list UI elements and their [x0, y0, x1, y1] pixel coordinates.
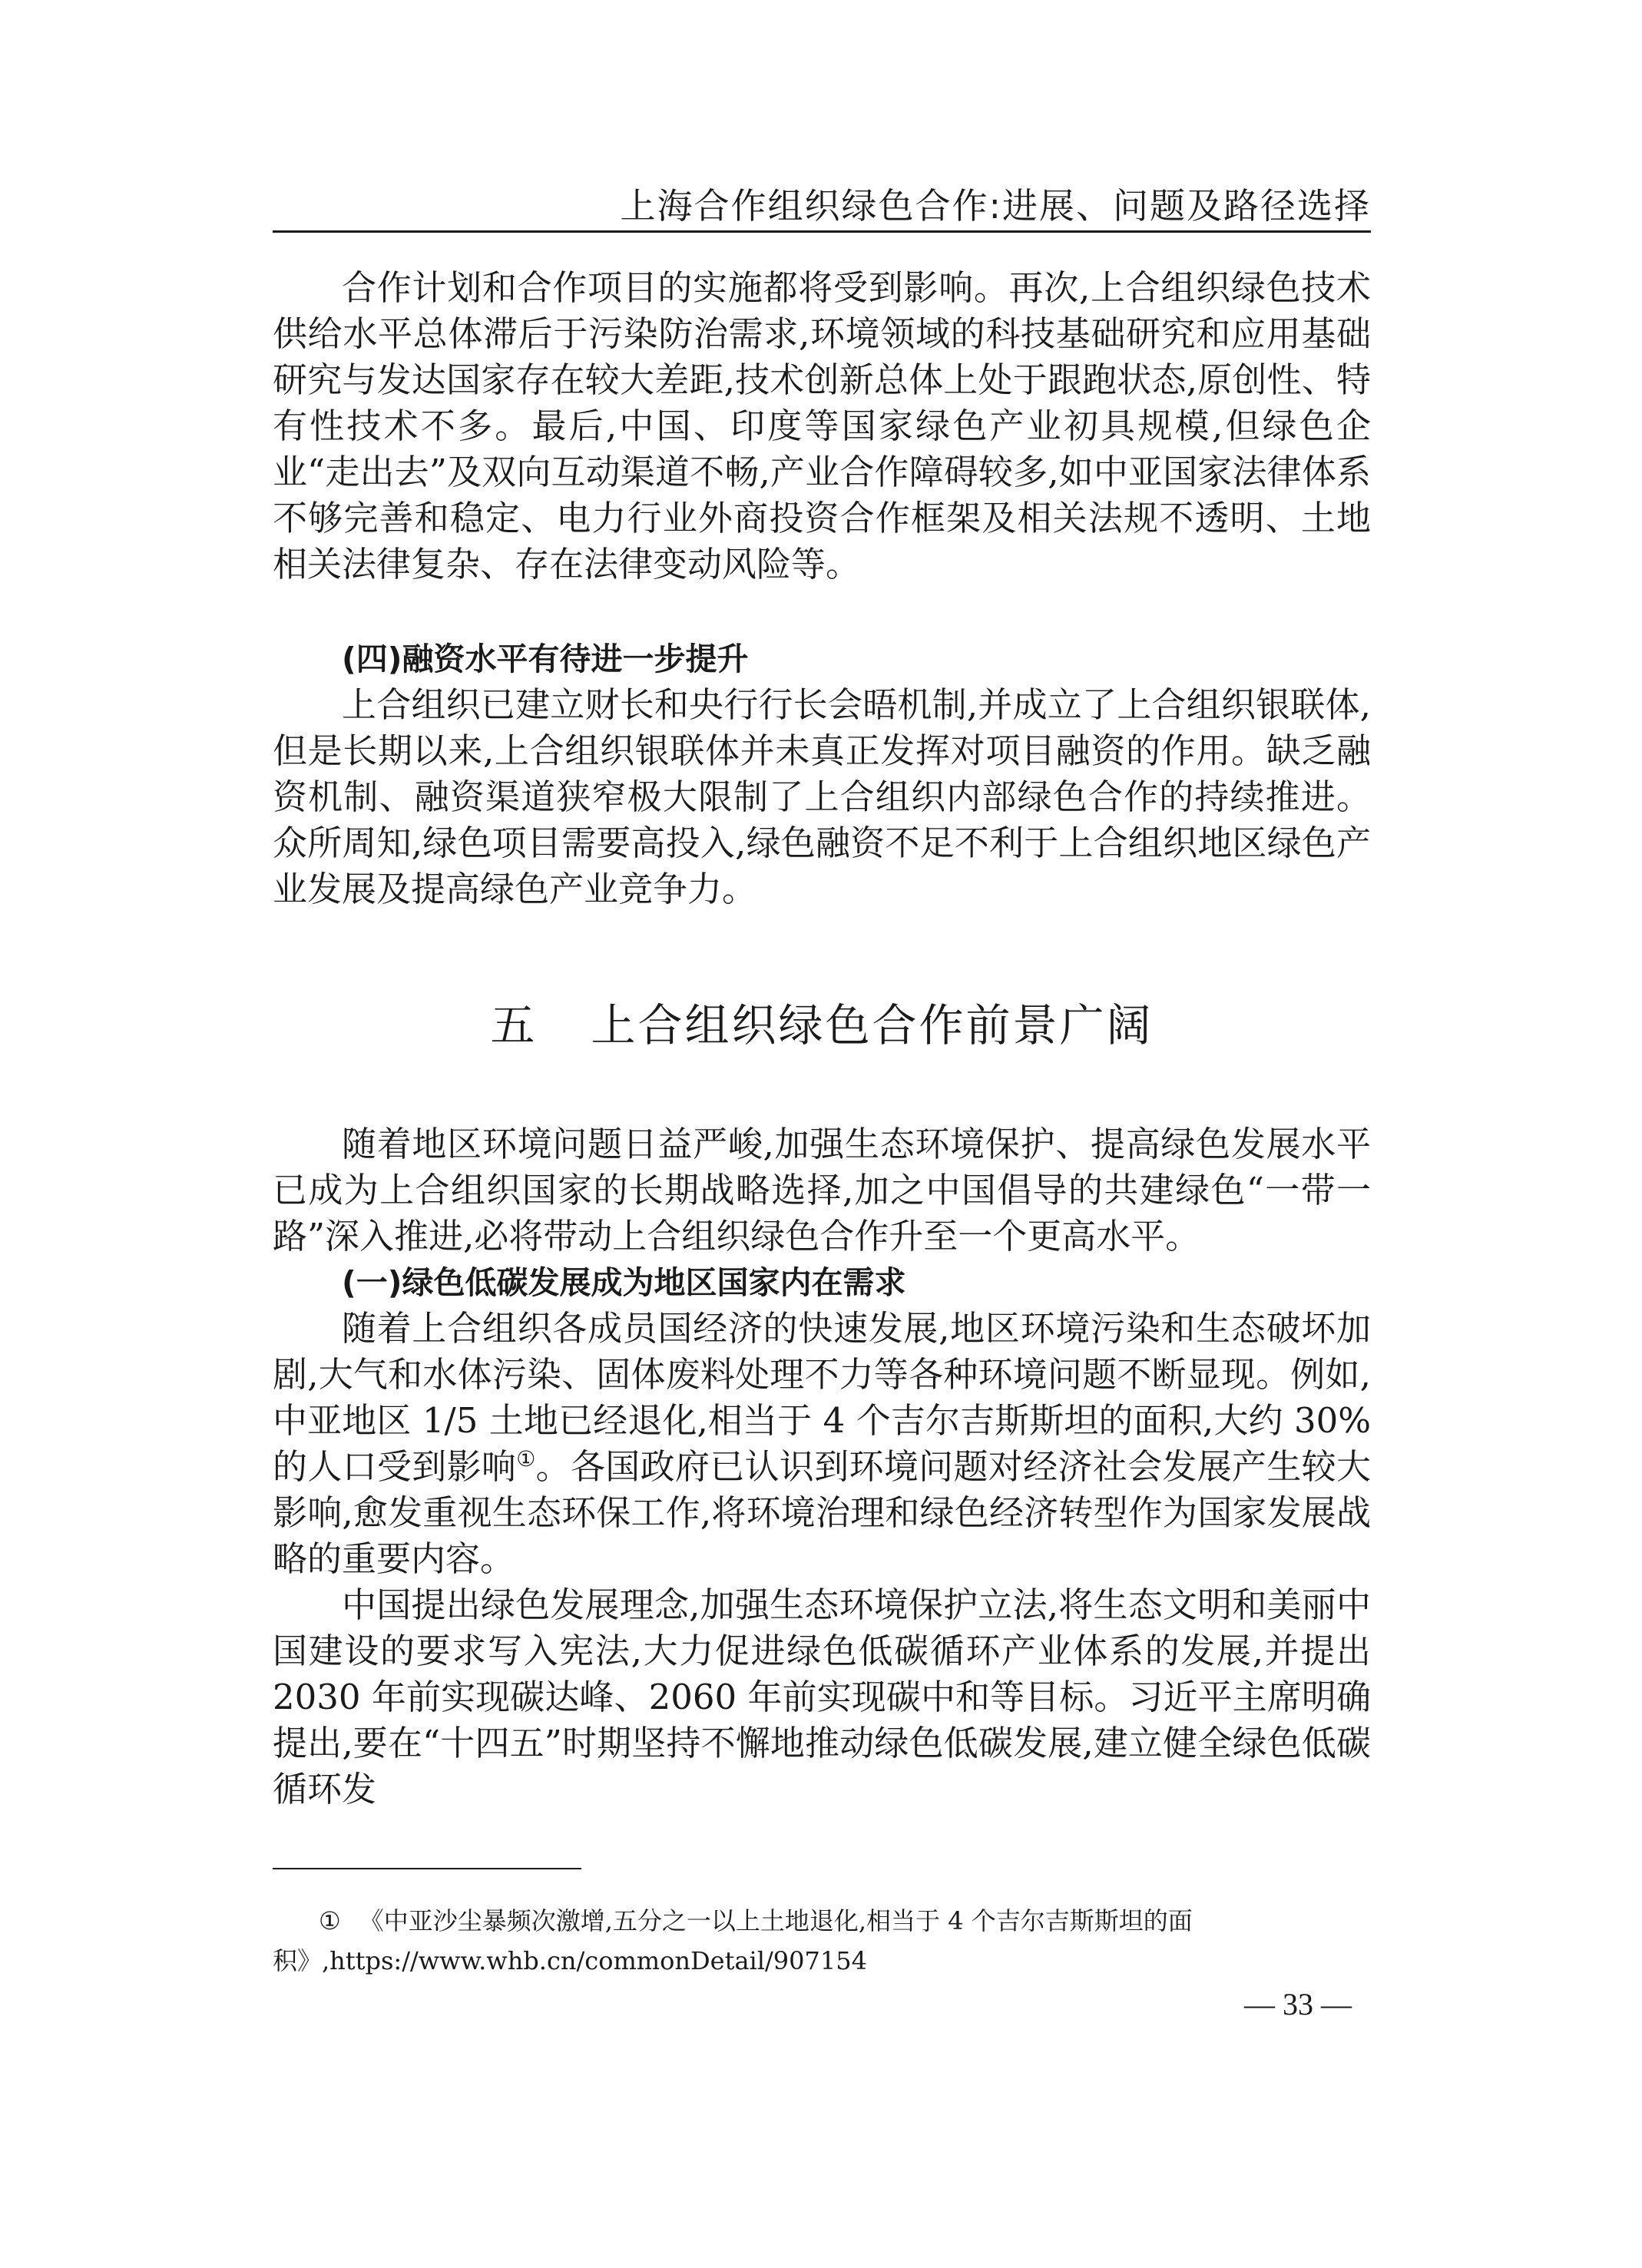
footnote-reference: ① [516, 1446, 536, 1472]
section-5-title [273, 989, 1371, 1054]
header-rule [273, 230, 1371, 233]
top-paragraph: 合作计划和合作项目的实施都将受到影响。再次,上合组织绿色技术供给水平总体滞后于污染防治需求,环境领域的科技基础研究和应用基础研究与发达国家存在较大差距,技术创新总体上处于跟跑状态,原创性、特有性技术不多。最后,中国、印度等国家绿色产业初具规模,但绿色企业“走出去”及双向互动渠道不畅,产业合作障碍较多,如中亚国家法律体系不够完善和稳定、电力行业外商投资合作框架及相关法规不透明、土地相关法律复杂、存在法律变动风险等。 [273, 267, 1371, 584]
section-5-number: 五 [490, 999, 538, 1051]
running-header: 上海合作组织绿色合作:进展、问题及路径选择 [620, 185, 1371, 227]
subsection-4-block [273, 636, 1371, 912]
section-5-title-text: 上合组织绿色合作前景广阔 [591, 999, 1154, 1051]
top-paragraph-block [273, 265, 1371, 588]
footnote [273, 1901, 1371, 1981]
subsection-1-paragraph-1 [273, 1306, 1371, 1582]
subsection-4-heading: (四)融资水平有待进一步提升 [342, 641, 749, 677]
para1-text-b: 。各国政府已认识到环境问题对经济社会发展产生较大影响,愈发重视生态环保工作,将环境治理和绿色经济转型作为国家发展战略的重要内容。 [273, 1446, 1371, 1579]
footnote-rule [273, 1868, 581, 1869]
section-5-body [273, 1121, 1371, 1813]
subsection-1-heading: (一)绿色低碳发展成为地区国家内在需求 [342, 1264, 906, 1301]
subsection-4-paragraph: 上合组织已建立财长和央行行长会晤机制,并成立了上合组织银联体,但是长期以来,上合组织银联体并未真正发挥对项目融资的作用。缺乏融资机制、融资渠道狭窄极大限制了上合组织内部绿色合作的持续推进。众所周知,绿色项目需要高投入,绿色融资不足不利于上合组织地区绿色产业发展及提高绿色产业竞争力。 [273, 684, 1371, 909]
para1-text-a: 随着上合组织各成员国经济的快速发展,地区环境污染和生态破坏加剧,大气和水体污染、固体废料处理不力等各种环境问题不断显现。例如,中亚地区 1/5 土地已经退化,相当于 4 个吉尔吉斯斯坦的面积,大约 30% 的人口受到影响 [273, 1308, 1371, 1487]
page-number: — 33 — [1244, 1987, 1352, 2021]
footnote-text: 《中亚沙尘暴频次激增,五分之一以上土地退化,相当于 4 个吉尔吉斯斯坦的面积》,https://www.whb.cn/commonDetail/907154 [273, 1906, 1193, 1975]
footnote-mark: ① [319, 1906, 341, 1935]
subsection-1-paragraph-2: 中国提出绿色发展理念,加强生态环境保护立法,将生态文明和美丽中国建设的要求写入宪法,大力促进绿色低碳循环产业体系的发展,并提出 2030 年前实现碳达峰、2060 年前实现碳中和等目标。习近平主席明确提出,要在“十四五”时期坚持不懈地推动绿色低碳发展,建立健全绿色低碳循环发 [273, 1584, 1371, 1809]
section-5-intro: 随着地区环境问题日益严峻,加强生态环境保护、提高绿色发展水平已成为上合组织国家的长期战略选择,加之中国倡导的共建绿色“一带一路”深入推进,必将带动上合组织绿色合作升至一个更高水平。 [273, 1124, 1371, 1257]
